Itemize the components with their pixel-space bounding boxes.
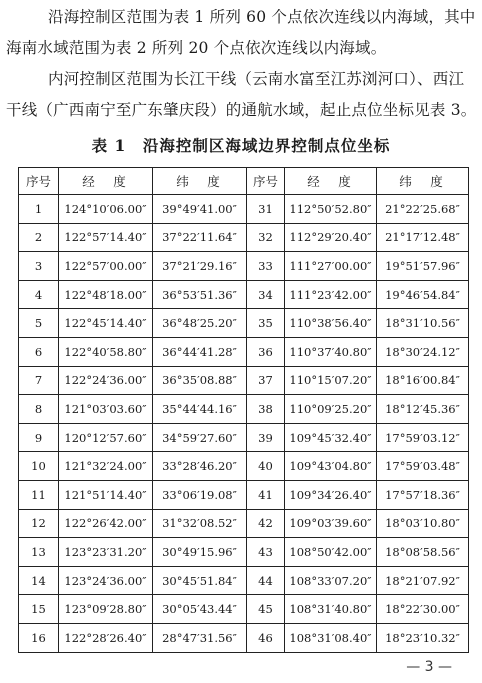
cell-latitude: 36°48′25.20″ <box>153 309 247 338</box>
cell-index: 32 <box>247 223 285 252</box>
cell-latitude: 30°05′43.44″ <box>153 595 247 624</box>
cell-latitude: 36°53′51.36″ <box>153 280 247 309</box>
cell-latitude: 21°17′12.48″ <box>377 223 469 252</box>
cell-latitude: 18°30′24.12″ <box>377 337 469 366</box>
cell-index: 37 <box>247 366 285 395</box>
cell-latitude: 19°51′57.96″ <box>377 252 469 281</box>
cell-index: 38 <box>247 395 285 424</box>
cell-index: 9 <box>19 423 59 452</box>
cell-longitude: 110°38′56.40″ <box>285 309 377 338</box>
column-header-latitude: 纬 度 <box>153 168 247 195</box>
cell-longitude: 108°33′07.20″ <box>285 566 377 595</box>
cell-index: 15 <box>19 595 59 624</box>
table-row <box>19 280 469 309</box>
column-header-index: 序号 <box>19 168 59 195</box>
cell-latitude: 30°49′15.96″ <box>153 538 247 567</box>
cell-longitude: 109°03′39.60″ <box>285 509 377 538</box>
table-header-row <box>19 168 469 195</box>
cell-index: 45 <box>247 595 285 624</box>
cell-longitude: 123°24′36.00″ <box>59 566 153 595</box>
paragraph-coastal-zone <box>0 2 482 64</box>
cell-longitude: 122°57′14.40″ <box>59 223 153 252</box>
cell-longitude: 110°09′25.20″ <box>285 395 377 424</box>
cell-index: 7 <box>19 366 59 395</box>
paragraph-line: 海南水域范围为表 2 所列 20 个点依次连线以内海域。 <box>6 39 387 57</box>
cell-longitude: 123°23′31.20″ <box>59 538 153 567</box>
cell-longitude: 111°23′42.00″ <box>285 280 377 309</box>
cell-longitude: 109°45′32.40″ <box>285 423 377 452</box>
cell-latitude: 17°59′03.12″ <box>377 423 469 452</box>
cell-latitude: 18°21′07.92″ <box>377 566 469 595</box>
cell-index: 8 <box>19 395 59 424</box>
table-body <box>19 195 469 653</box>
cell-latitude: 18°22′30.00″ <box>377 595 469 624</box>
cell-index: 36 <box>247 337 285 366</box>
column-header-latitude: 纬 度 <box>377 168 469 195</box>
cell-latitude: 36°44′41.28″ <box>153 337 247 366</box>
table-row <box>19 480 469 509</box>
paragraph-line: 干线（广西南宁至广东肇庆段）的通航水域，起止点位坐标见表 3。 <box>6 101 477 119</box>
cell-latitude: 37°21′29.16″ <box>153 252 247 281</box>
cell-longitude: 121°51′14.40″ <box>59 480 153 509</box>
cell-longitude: 123°09′28.80″ <box>59 595 153 624</box>
column-header-longitude: 经 度 <box>285 168 377 195</box>
cell-latitude: 18°03′10.80″ <box>377 509 469 538</box>
paragraph-line: 内河控制区范围为长江干线（云南水富至江苏浏河口）、西江 <box>48 70 465 88</box>
cell-index: 10 <box>19 452 59 481</box>
cell-latitude: 31°32′08.52″ <box>153 509 247 538</box>
table-row <box>19 395 469 424</box>
cell-latitude: 39°49′41.00″ <box>153 195 247 224</box>
cell-latitude: 18°08′58.56″ <box>377 538 469 567</box>
table-row <box>19 195 469 224</box>
cell-latitude: 17°59′03.48″ <box>377 452 469 481</box>
cell-index: 41 <box>247 480 285 509</box>
cell-longitude: 122°48′18.00″ <box>59 280 153 309</box>
cell-latitude: 18°23′10.32″ <box>377 623 469 652</box>
cell-latitude: 33°28′46.20″ <box>153 452 247 481</box>
cell-longitude: 108°50′42.00″ <box>285 538 377 567</box>
cell-longitude: 111°27′00.00″ <box>285 252 377 281</box>
cell-longitude: 124°10′06.00″ <box>59 195 153 224</box>
cell-longitude: 122°24′36.00″ <box>59 366 153 395</box>
cell-longitude: 122°45′14.40″ <box>59 309 153 338</box>
cell-index: 33 <box>247 252 285 281</box>
cell-index: 4 <box>19 280 59 309</box>
table-row <box>19 566 469 595</box>
table-caption: 表 1 沿海控制区海域边界控制点位坐标 <box>91 136 391 155</box>
cell-longitude: 110°37′40.80″ <box>285 337 377 366</box>
cell-index: 1 <box>19 195 59 224</box>
cell-longitude: 122°28′26.40″ <box>59 623 153 652</box>
cell-index: 14 <box>19 566 59 595</box>
cell-index: 6 <box>19 337 59 366</box>
cell-index: 16 <box>19 623 59 652</box>
cell-index: 3 <box>19 252 59 281</box>
cell-longitude: 121°03′03.60″ <box>59 395 153 424</box>
cell-longitude: 108°31′08.40″ <box>285 623 377 652</box>
table-row <box>19 309 469 338</box>
table-row <box>19 623 469 652</box>
cell-longitude: 120°12′57.60″ <box>59 423 153 452</box>
cell-index: 40 <box>247 452 285 481</box>
page-number: — 3 — <box>406 659 452 675</box>
cell-index: 5 <box>19 309 59 338</box>
cell-latitude: 21°22′25.68″ <box>377 195 469 224</box>
cell-index: 42 <box>247 509 285 538</box>
table-row <box>19 595 469 624</box>
table-row <box>19 337 469 366</box>
column-header-longitude: 经 度 <box>59 168 153 195</box>
cell-latitude: 18°16′00.84″ <box>377 366 469 395</box>
coordinates-table <box>18 167 469 653</box>
cell-latitude: 19°46′54.84″ <box>377 280 469 309</box>
cell-longitude: 122°40′58.80″ <box>59 337 153 366</box>
table-row <box>19 538 469 567</box>
cell-latitude: 28°47′31.56″ <box>153 623 247 652</box>
cell-index: 31 <box>247 195 285 224</box>
table-row <box>19 452 469 481</box>
cell-index: 44 <box>247 566 285 595</box>
cell-index: 12 <box>19 509 59 538</box>
column-header-index: 序号 <box>247 168 285 195</box>
paragraph-line: 沿海控制区范围为表 1 所列 60 个点依次连线以内海域，其中 <box>48 8 476 26</box>
cell-longitude: 108°31′40.80″ <box>285 595 377 624</box>
paragraph-inland-zone <box>0 64 482 126</box>
table-row <box>19 509 469 538</box>
cell-latitude: 33°06′19.08″ <box>153 480 247 509</box>
cell-longitude: 122°26′42.00″ <box>59 509 153 538</box>
cell-latitude: 18°12′45.36″ <box>377 395 469 424</box>
cell-index: 39 <box>247 423 285 452</box>
cell-longitude: 109°34′26.40″ <box>285 480 377 509</box>
cell-index: 34 <box>247 280 285 309</box>
cell-latitude: 34°59′27.60″ <box>153 423 247 452</box>
cell-latitude: 18°31′10.56″ <box>377 309 469 338</box>
cell-latitude: 37°22′11.64″ <box>153 223 247 252</box>
cell-index: 43 <box>247 538 285 567</box>
cell-longitude: 110°15′07.20″ <box>285 366 377 395</box>
cell-index: 13 <box>19 538 59 567</box>
cell-longitude: 121°32′24.00″ <box>59 452 153 481</box>
cell-longitude: 122°57′00.00″ <box>59 252 153 281</box>
cell-index: 35 <box>247 309 285 338</box>
cell-longitude: 112°50′52.80″ <box>285 195 377 224</box>
cell-longitude: 109°43′04.80″ <box>285 452 377 481</box>
cell-longitude: 112°29′20.40″ <box>285 223 377 252</box>
cell-latitude: 35°44′44.16″ <box>153 395 247 424</box>
cell-latitude: 36°35′08.88″ <box>153 366 247 395</box>
table-row <box>19 366 469 395</box>
cell-index: 2 <box>19 223 59 252</box>
table-row <box>19 423 469 452</box>
cell-index: 11 <box>19 480 59 509</box>
table-row <box>19 223 469 252</box>
cell-latitude: 17°57′18.36″ <box>377 480 469 509</box>
cell-latitude: 30°45′51.84″ <box>153 566 247 595</box>
cell-index: 46 <box>247 623 285 652</box>
table-row <box>19 252 469 281</box>
